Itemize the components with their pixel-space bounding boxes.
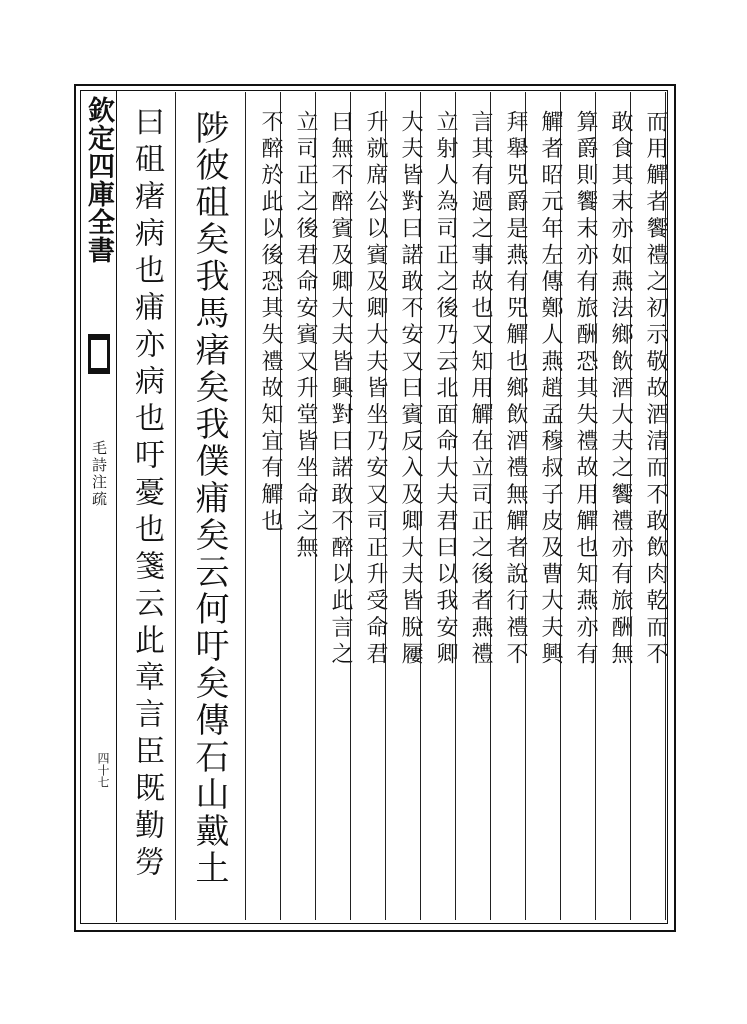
column-rule — [315, 92, 316, 920]
scripture-column: 陟彼砠矣我馬瘏矣我僕痡矣云何吁矣傳石山戴土 — [189, 110, 229, 887]
text-column: 算爵則饗末亦有旅酬恐其失禮故用觶也知燕亦有 — [573, 110, 598, 669]
text-column: 升就席公以賓及卿大夫皆坐乃安又司正升受命君 — [363, 110, 388, 669]
column-rule — [490, 92, 491, 920]
text-column: 拜舉兕爵是燕有兕觶也鄉飲酒禮無觶者說行禮不 — [503, 110, 528, 669]
text-column: 不醉於此以後恐其失禮故知宜有觶也 — [258, 110, 283, 536]
column-rule — [420, 92, 421, 920]
gutter-page-number: 四十七 — [96, 752, 110, 788]
column-rule — [175, 92, 176, 920]
column-rule — [385, 92, 386, 920]
text-column: 觶者昭元年左傳鄭人燕趙孟穆叔子皮及曹大夫興 — [538, 110, 563, 669]
text-column: 立司正之後君命安賓又升堂皆坐命之無 — [293, 110, 318, 563]
column-rule — [560, 92, 561, 920]
text-column: 曰砠瘏病也痡亦病也吁憂也箋云此章言臣既勤勞 — [129, 106, 164, 883]
text-column: 言其有過之事故也又知用觶在立司正之後者燕禮 — [468, 110, 493, 669]
text-column: 敢食其末亦如燕法鄉飲酒大夫之饗禮亦有旅酬無 — [608, 110, 633, 669]
fish-tail-mark — [88, 334, 110, 374]
column-rule — [665, 92, 666, 920]
gutter-book-title: 毛詩注疏 — [90, 440, 108, 508]
text-column: 而用觶者饗禮之初示敬故酒清而不敢飲肉乾而不 — [643, 110, 668, 669]
column-rule — [350, 92, 351, 920]
column-rule — [630, 92, 631, 920]
text-column: 大夫皆對曰諾敢不安又曰賓反入及卿大夫皆脫屨 — [398, 110, 423, 669]
text-column: 立射人為司正之後乃云北面命大夫君曰以我安卿 — [433, 110, 458, 669]
column-rule — [245, 92, 246, 920]
text-column: 曰無不醉賓及卿大夫皆興對曰諾敢不醉以此言之 — [328, 110, 353, 669]
column-rule — [525, 92, 526, 920]
column-rule — [455, 92, 456, 920]
column-rule — [595, 92, 596, 920]
gutter-title: 欽定四庫全書 — [83, 96, 114, 264]
column-rule — [280, 92, 281, 920]
